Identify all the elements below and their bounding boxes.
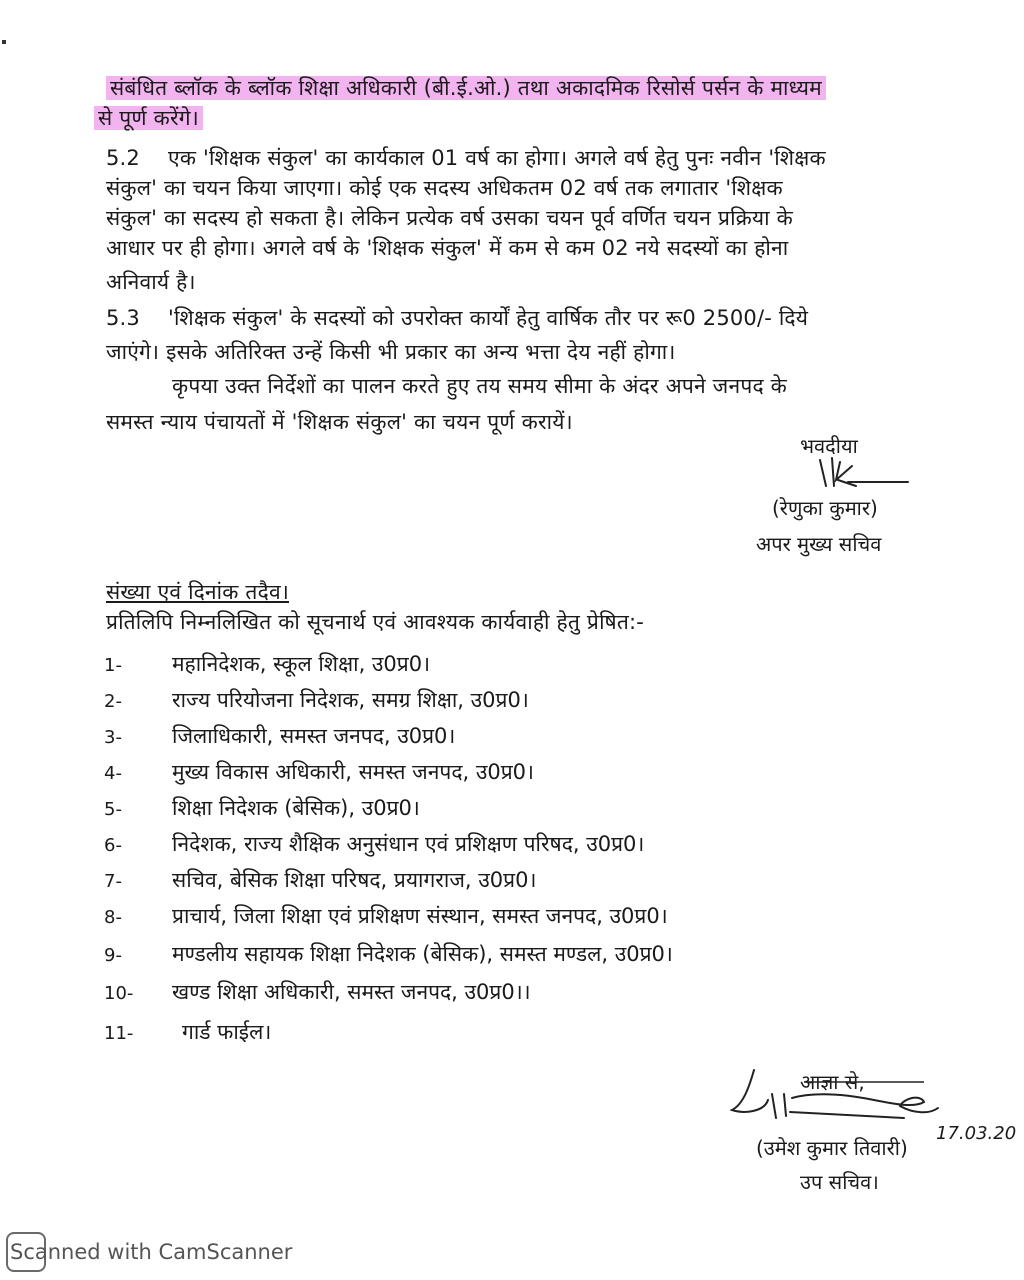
intro-line-1 [106,74,918,102]
scan-mark [2,40,6,44]
list-item [104,794,420,824]
list-text: सचिव, बेसिक शिक्षा परिषद, प्रयागराज, उ0प्र0। [172,868,537,892]
closing-text: भवदीया [800,434,858,458]
list-text: मण्डलीय सहायक शिक्षा निदेशक (बेसिक), समस्त मण्डल, उ0प्र0। [172,942,673,966]
highlighted-text: संबंधित ब्लॉक के ब्लॉक शिक्षा अधिकारी (बी.ई.ओ.) तथा अकादमिक रिसोर्स पर्सन के माध्यम [106,76,826,100]
signatory-designation: अपर मुख्य सचिव [756,532,882,556]
list-number: 6- [104,835,122,856]
list-number: 9- [104,945,122,966]
request-line-1: कृपया उक्त निर्देशों का पालन करते हुए तय समय सीमा के अंदर अपने जनपद के [172,374,788,398]
list-text: राज्य परियोजना निदेशक, समग्र शिक्षा, उ0प्र0। [172,688,529,712]
list-item [104,758,534,788]
list-text: महानिदेशक, स्कूल शिक्षा, उ0प्र0। [172,652,431,676]
list-item [104,686,529,716]
handwritten-date: 17.03.20 [936,1123,1017,1144]
paragraph-text: एक 'शिक्षक संकुल' का कार्यकाल 01 वर्ष का होगा। अगले वर्ष हेतु पुनः नवीन 'शिक्षक [168,146,826,170]
signatory-name: (रेणुका कुमार) [772,496,878,520]
list-text: खण्ड शिक्षा अधिकारी, समस्त जनपद, उ0प्र0।। [172,980,531,1004]
section-5-2-line-5: अनिवार्य है। [106,270,196,294]
signature-image [724,1064,944,1130]
section-5-2-line-2: संकुल' का चयन किया जाएगा। कोई एक सदस्य अधिकतम 02 वर्ष तक लगातार 'शिक्षक [106,176,783,200]
list-number: 5- [104,799,122,820]
signatory-designation: उप सचिव। [800,1170,879,1194]
signatory-name: (उमेश कुमार तिवारी) [756,1136,908,1160]
list-item [104,722,455,752]
section-5-2-line-1 [106,144,918,172]
order-text: आज्ञा से, [800,1070,865,1094]
copy-intro: प्रतिलिपि निम्नलिखित को सूचनार्थ एवं आवश्यक कार्यवाही हेतु प्रेषित:- [106,610,645,634]
list-number: 8- [104,907,122,928]
intro-line-2 [94,104,906,132]
list-number: 4- [104,763,122,784]
section-5-2-line-4: आधार पर ही होगा। अगले वर्ष के 'शिक्षक संकुल' में कम से कम 02 नये सदस्यों का होना [106,236,789,260]
list-number: 3- [104,727,122,748]
highlighted-text: से पूर्ण करेंगे। [94,106,203,130]
watermark-text: Scanned with CamScanner [10,1240,293,1264]
list-text: निदेशक, राज्य शैक्षिक अनुसंधान एवं प्रशिक्षण परिषद, उ0प्र0। [172,832,645,856]
list-number: 10- [104,983,134,1004]
section-5-3-line-1 [106,304,918,332]
signature-image [808,452,918,494]
list-number: 2- [104,691,122,712]
section-number: 5.3 [106,306,140,330]
list-item [104,940,673,970]
paragraph-text: 'शिक्षक संकुल' के सदस्यों को उपरोक्त कार्यों हेतु वार्षिक तौर पर रू0 2500/- दिये [168,306,809,330]
list-text: प्राचार्य, जिला शिक्षा एवं प्रशिक्षण संस्थान, समस्त जनपद, उ0प्र0। [172,904,668,928]
request-line-2: समस्त न्याय पंचायतों में 'शिक्षक संकुल' का चयन पूर्ण करायें। [106,410,573,434]
list-text: गार्ड फाईल। [182,1020,272,1044]
list-number: 7- [104,871,122,892]
list-item [104,1018,271,1048]
list-item [104,830,644,860]
list-item [104,866,536,896]
list-text: मुख्य विकास अधिकारी, समस्त जनपद, उ0प्र0। [172,760,534,784]
list-number: 11- [104,1023,134,1044]
list-item [104,978,531,1008]
list-item [104,650,430,680]
list-text: जिलाधिकारी, समस्त जनपद, उ0प्र0। [172,724,456,748]
section-5-3-line-2: जाएंगे। इसके अतिरिक्त उन्हें किसी भी प्रकार का अन्य भत्ता देय नहीं होगा। [106,340,676,364]
section-5-2-line-3: संकुल' का सदस्य हो सकता है। लेकिन प्रत्येक वर्ष उसका चयन पूर्व वर्णित चयन प्रक्रिया के [106,206,793,230]
list-number: 1- [104,655,122,676]
list-text: शिक्षा निदेशक (बेसिक), उ0प्र0। [172,796,420,820]
section-number: 5.2 [106,146,140,170]
list-item [104,902,668,932]
reference-heading: संख्या एवं दिनांक तदैव। [106,580,289,604]
